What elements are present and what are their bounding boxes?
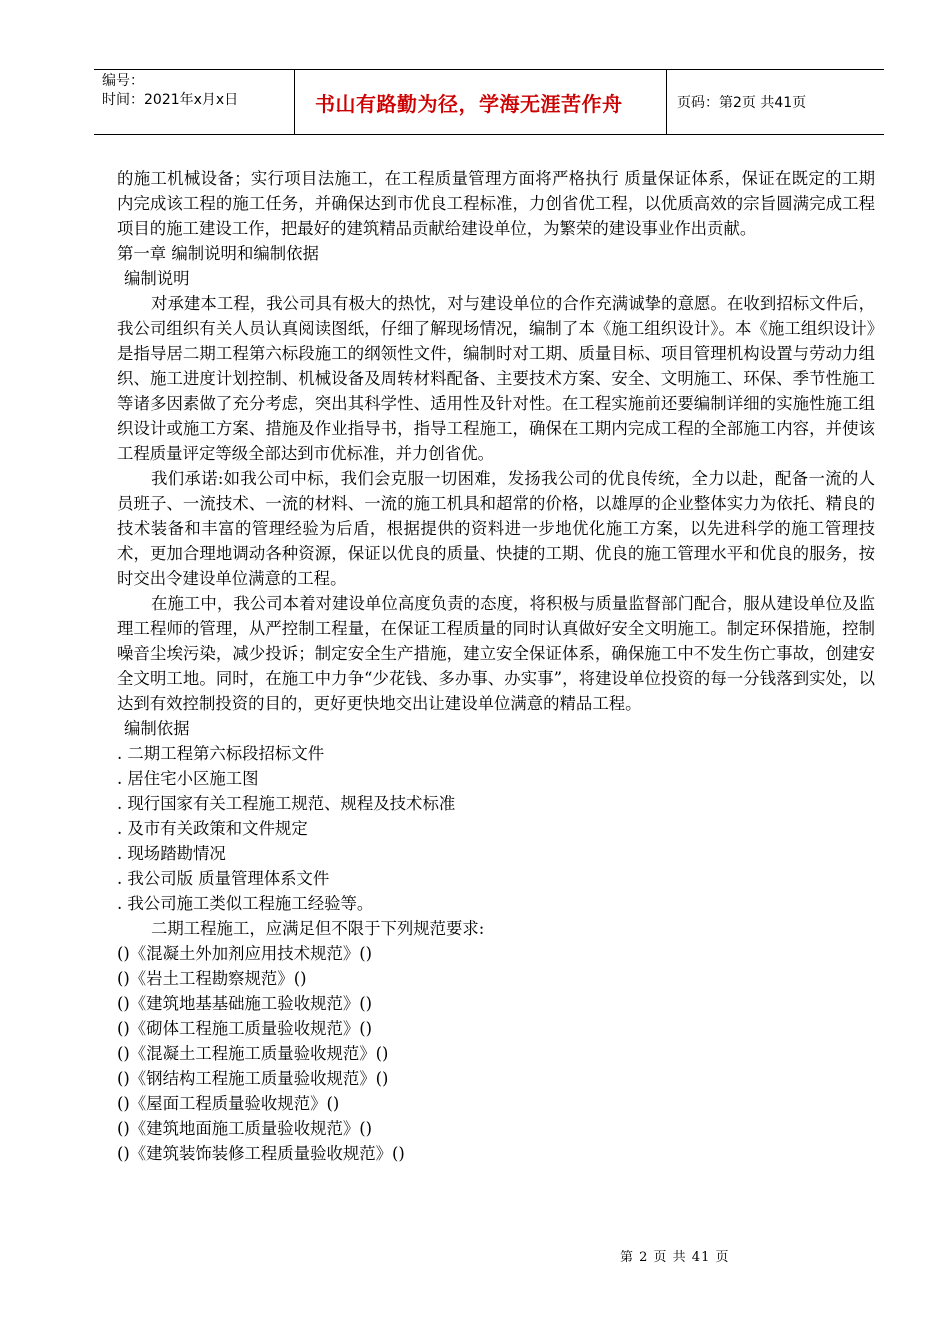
- header-motto: 书山有路勤为径，学海无涯苦作舟: [295, 70, 667, 134]
- header-page-number: 页码：第2页 共41页: [677, 95, 807, 111]
- list-item: . 我公司版 质量管理体系文件: [117, 869, 330, 888]
- page-footer: 第 2 页 共 41 页: [620, 1250, 730, 1265]
- norm-item: ()《建筑地基基础施工验收规范》(): [117, 994, 373, 1013]
- paragraph: 对承建本工程，我公司具有极大的热忱，对与建设单位的合作充满诚挚的意愿。在收到招标文件后，我公司组织有关人员认真阅读图纸，仔细了解现场情况，编制了本《施工组织设计》。本《施工组织设计》是指导居二期工程第六标段施工的纲领性文件，编制时对工期、质量目标、项目管理机构设置与劳动力组织、施工进度计划控制、机械设备及周转材料配备、主要技术方案、安全、文明施工、环保、季节性施工等诸多因素做了充分考虑，突出其科学性、适用性及针对性。在工程实施前还要编制详细的实施性施工组织设计或施工方案、措施及作业指导书，指导工程施工，确保在工期内完成工程的全部施工内容，并使该工程质量评定等级全部达到市优标准，并力创省优。: [117, 294, 875, 463]
- norm-item: ()《混凝土工程施工质量验收规范》(): [117, 1044, 389, 1063]
- norm-item: ()《钢结构工程施工质量验收规范》(): [117, 1069, 389, 1088]
- chapter-title: 第一章 编制说明和编制依据: [117, 244, 319, 263]
- norm-item: ()《建筑地面施工质量验收规范》(): [117, 1119, 373, 1138]
- list-item: . 现场踏勘情况: [117, 844, 226, 863]
- time-label: 时间：2021年x月x日: [102, 92, 239, 108]
- list-item: . 二期工程第六标段招标文件: [117, 744, 325, 763]
- norm-item: ()《建筑装饰装修工程质量验收规范》(): [117, 1144, 405, 1163]
- norm-item: ()《岩土工程勘察规范》(): [117, 969, 307, 988]
- norm-item: ()《混凝土外加剂应用技术规范》(): [117, 944, 373, 963]
- header-meta: [94, 70, 295, 134]
- section-title-basis: 编制依据: [124, 719, 190, 738]
- norm-item: ()《屋面工程质量验收规范》(): [117, 1094, 340, 1113]
- paragraph: 我们承诺:如我公司中标，我们会克服一切困难，发扬我公司的优良传统，全力以赴，配备一流的人员班子、一流技术、一流的材料、一流的施工机具和超常的价格，以雄厚的企业整体实力为依托、精良的技术装备和丰富的管理经验为后盾，根据提供的资料进一步地优化施工方案，以先进科学的施工管理技术，更加合理地调动各种资源，保证以优良的质量、快捷的工期、优良的施工管理水平和优良的服务，按时交出令建设单位满意的工程。: [117, 469, 875, 588]
- norm-item: ()《砌体工程施工质量验收规范》(): [117, 1019, 373, 1038]
- intro-paragraph: 的施工机械设备；实行项目法施工，在工程质量管理方面将严格执行 质量保证体系，保证在既定的工期内完成该工程的施工任务，并确保达到市优良工程标准，力创省优工程，以优质高效的宗旨圆满完成工程项目的施工建设工作，把最好的建筑精品贡献给建设单位，为繁荣的建设事业作出贡献。: [117, 169, 875, 238]
- serial-label: 编号：: [102, 73, 144, 89]
- section-title-explanation: 编制说明: [124, 269, 190, 288]
- list-item: . 我公司施工类似工程施工经验等。: [117, 894, 374, 913]
- page-header: [94, 69, 884, 135]
- paragraph: 在施工中，我公司本着对建设单位高度负责的态度，将积极与质量监督部门配合，服从建设单位及监理工程师的管理，从严控制工程量，在保证工程质量的同时认真做好安全文明施工。制定环保措施，控制噪音尘埃污染，减少投诉；制定安全生产措施，建立安全保证体系，确保施工中不发生伤亡事故，创建安全文明工地。同时，在施工中力争“少花钱、多办事、办实事”，将建设单位投资的每一分钱落到实处，以达到有效控制投资的目的，更好更快地交出让建设单位满意的精品工程。: [117, 594, 875, 713]
- norms-intro: 二期工程施工，应满足但不限于下列规范要求:: [151, 919, 485, 938]
- document-body: [117, 166, 875, 1166]
- list-item: . 现行国家有关工程施工规范、规程及技术标准: [117, 794, 456, 813]
- list-item: . 居住宅小区施工图: [117, 769, 259, 788]
- list-item: . 及市有关政策和文件规定: [117, 819, 308, 838]
